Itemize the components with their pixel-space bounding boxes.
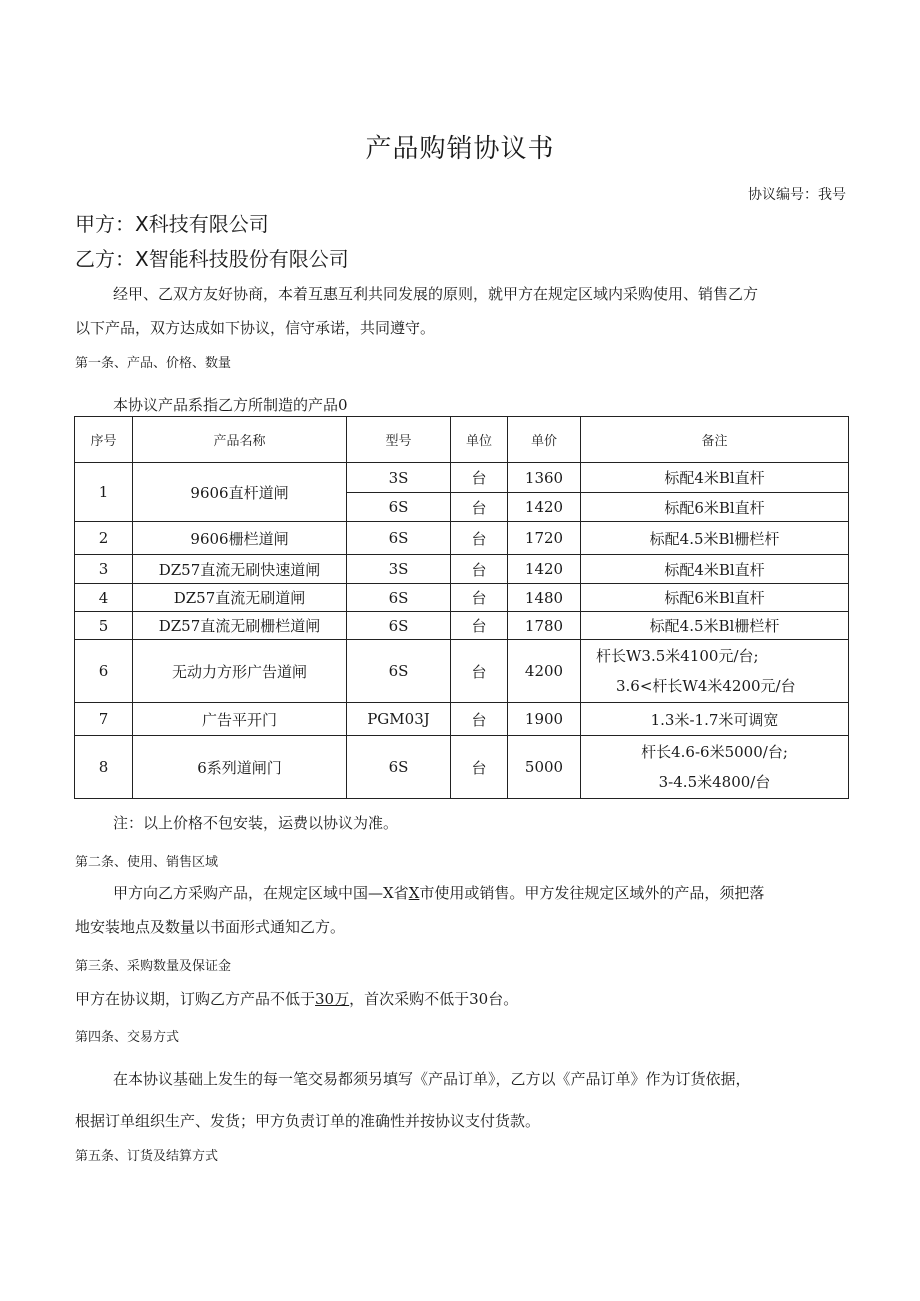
cell-unit: 台 (451, 736, 508, 799)
cell-model: 3S (347, 463, 451, 493)
table-note: 注：以上价格不包安装，运费以协议为准。 (113, 814, 399, 832)
table-header-row (75, 417, 849, 463)
cell-remark (581, 640, 849, 703)
remark-line-2: 3.6<杆长W4米4200元/台 (616, 677, 796, 695)
party-b: 乙方：X智能科技股份有限公司 (75, 247, 349, 271)
cell-price: 1360 (508, 463, 581, 493)
cell-remark: 标配6米Bl直杆 (581, 584, 849, 612)
intro-paragraph (75, 277, 847, 345)
cell-name: 9606直杆道闸 (133, 463, 347, 522)
article-4-paragraph (75, 1058, 847, 1142)
intro-line-1: 经甲、乙双方友好协商，本着互惠互利共同发展的原则，就甲方在规定区域内采购使用、销售乙方 (113, 285, 759, 303)
cell-name: 6系列道闸门 (133, 736, 347, 799)
cell-price: 5000 (508, 736, 581, 799)
article-2-line-1-b: 市使用或销售。甲方发往规定区域外的产品，须把落 (419, 884, 765, 902)
cell-remark: 标配6米Bl直杆 (581, 493, 849, 522)
table-row (75, 522, 849, 555)
article-2-line-1-a: 甲方向乙方采购产品，在规定区域中国—X省 (113, 884, 409, 902)
article-3-text-b: ，首次采购不低于30台。 (349, 990, 519, 1008)
intro-line-2: 以下产品，双方达成如下协议，信守承诺，共同遵守。 (75, 319, 436, 337)
table-row (75, 736, 849, 799)
cell-name: DZ57直流无刷快速道闸 (133, 555, 347, 584)
cell-remark: 1.3米-1.7米可调宽 (581, 703, 849, 736)
article-2-city-placeholder: X (408, 884, 420, 902)
cell-model: 6S (347, 522, 451, 555)
cell-price: 1900 (508, 703, 581, 736)
cell-unit: 台 (451, 493, 508, 522)
article-4-title: 第四条、交易方式 (75, 1030, 180, 1045)
cell-model: 6S (347, 612, 451, 640)
cell-price: 1480 (508, 584, 581, 612)
cell-model: 6S (347, 736, 451, 799)
remark-line-2: 3-4.5米4800/台 (658, 773, 771, 791)
cell-no: 5 (75, 612, 133, 640)
article-4-line-1: 在本协议基础上发生的每一笔交易都须另填写《产品订单》，乙方以《产品订单》作为订货依据， (113, 1070, 751, 1088)
cell-price: 1780 (508, 612, 581, 640)
cell-unit: 台 (451, 584, 508, 612)
cell-unit: 台 (451, 703, 508, 736)
cell-name: 9606栅栏道闸 (133, 522, 347, 555)
cell-model: 6S (347, 584, 451, 612)
article-4-line-2: 根据订单组织生产、发货；甲方负责订单的准确性并按协议支付货款。 (75, 1112, 541, 1130)
cell-no: 8 (75, 736, 133, 799)
cell-remark: 标配4.5米Bl栅栏杆 (581, 612, 849, 640)
cell-no: 2 (75, 522, 133, 555)
cell-price: 1420 (508, 493, 581, 522)
article-1-title: 第一条、产品、价格、数量 (75, 356, 232, 371)
cell-unit: 台 (451, 555, 508, 584)
party-a: 甲方：X科技有限公司 (75, 212, 269, 236)
cell-model: 6S (347, 493, 451, 522)
cell-remark: 标配4.5米Bl栅栏杆 (581, 522, 849, 555)
cell-no: 4 (75, 584, 133, 612)
header-name: 产品名称 (133, 417, 347, 463)
header-model: 型号 (347, 417, 451, 463)
article-2-line-2: 地安装地点及数量以书面形式通知乙方。 (75, 918, 346, 936)
table-row (75, 463, 849, 493)
cell-model: 3S (347, 555, 451, 584)
remark-line-1: 杆长4.6-6米5000/台; (641, 743, 788, 761)
article-1-intro: 本协议产品系指乙方所制造的产品0 (113, 396, 348, 414)
table-row (75, 555, 849, 584)
article-3-amount: 30万 (315, 990, 350, 1008)
header-unit: 单位 (451, 417, 508, 463)
cell-no: 7 (75, 703, 133, 736)
cell-no: 1 (75, 463, 133, 522)
article-2-line-1 (75, 876, 847, 910)
article-3-text (75, 988, 518, 1009)
cell-remark: 标配4米Bl直杆 (581, 463, 849, 493)
header-price: 单价 (508, 417, 581, 463)
table-row (75, 703, 849, 736)
table-row (75, 584, 849, 612)
table-row (75, 640, 849, 703)
cell-price: 4200 (508, 640, 581, 703)
cell-name: DZ57直流无刷道闸 (133, 584, 347, 612)
cell-price: 1720 (508, 522, 581, 555)
article-2-paragraph (75, 876, 847, 944)
cell-unit: 台 (451, 612, 508, 640)
cell-name: DZ57直流无刷栅栏道闸 (133, 612, 347, 640)
agreement-number: 协议编号：我号 (748, 187, 846, 203)
article-3-text-a: 甲方在协议期，订购乙方产品不低于 (75, 990, 316, 1008)
cell-model: 6S (347, 640, 451, 703)
cell-name: 无动力方形广告道闸 (133, 640, 347, 703)
cell-remark (581, 736, 849, 799)
header-no: 序号 (75, 417, 133, 463)
cell-unit: 台 (451, 463, 508, 493)
table-row (75, 612, 849, 640)
cell-price: 1420 (508, 555, 581, 584)
header-remark: 备注 (581, 417, 849, 463)
document-title: 产品购销协议书 (365, 134, 555, 164)
cell-name: 广告平开门 (133, 703, 347, 736)
remark-line-1: 杆长W3.5米4100元/台; (596, 647, 759, 665)
cell-no: 3 (75, 555, 133, 584)
cell-remark: 标配4米Bl直杆 (581, 555, 849, 584)
article-5-title: 第五条、订货及结算方式 (75, 1149, 219, 1164)
article-2-title: 第二条、使用、销售区域 (75, 855, 219, 870)
article-3-title: 第三条、采购数量及保证金 (75, 959, 232, 974)
cell-no: 6 (75, 640, 133, 703)
cell-unit: 台 (451, 640, 508, 703)
cell-model: PGM03J (347, 703, 451, 736)
product-price-table (74, 416, 849, 799)
cell-unit: 台 (451, 522, 508, 555)
